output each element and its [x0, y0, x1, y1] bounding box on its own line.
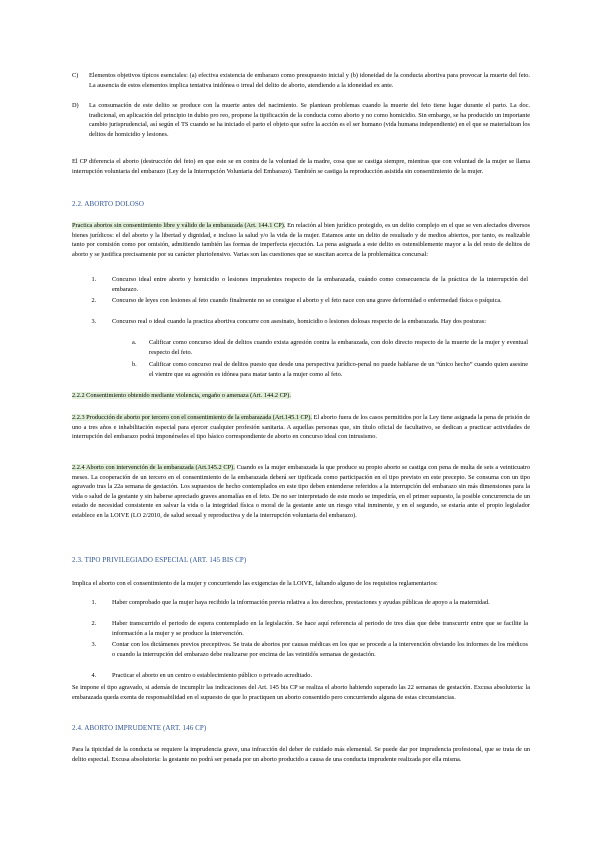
list-item-2 — [92, 619, 528, 638]
section-2-3-closing: Se impone el tipo agravado, si además de incumplir las indicaciones del Art. 145 bis CP se realiza el aborto habiendo superado las 22 semanas de gestación. Excusa absolutoria: la embarazada queda exenta de responsabilidad en el supuesto de que lo practiquen un aborto consentido pero concurriendo alguna de estas circunstancias. — [72, 684, 530, 701]
list-item-4 — [92, 671, 528, 681]
list-label: 3. — [91, 641, 97, 648]
list-label: b. — [132, 361, 137, 368]
list-label: 1. — [91, 276, 97, 283]
list-label: 2. — [91, 620, 97, 627]
list-item-text: Haber transcurrido el periodo de espera contemplado en la legislación. Se hace aquí referencia al periodo de tres días que debe transcurrir entre que se facilite la información a la mujer y se produce la intervención. — [112, 620, 528, 637]
section-heading-2-3: 2.3. TIPO PRIVILEGIADO ESPECIAL (ART. 145 BIS CP) — [72, 556, 247, 564]
list-item-text: Concurso real o ideal cuando la practica abortiva concurre con asesinato, homicidio o lesiones dolosas respecto de la embarazada. Hay dos posturas: — [112, 318, 487, 325]
list-item-1 — [92, 275, 528, 294]
list-item-3 — [92, 640, 528, 659]
highlighted-text: 2.2.3 Producción de aborto por tercero con el consentimiento de la embarazada (Art.145.1 CP). — [72, 414, 312, 421]
section-2-2-4-paragraph — [72, 463, 530, 520]
list-item-c — [72, 71, 530, 90]
list-item-3 — [92, 317, 528, 327]
list-item-d — [72, 101, 530, 139]
list-item-1 — [92, 598, 528, 608]
list-item-text: Haber comprobado que la mujer haya recibido la información previa relativa a los derechos, prestaciones y ayudas públicas de apoyo a la maternidad. — [112, 599, 490, 606]
list-item-2 — [92, 296, 528, 306]
list-label: C) — [72, 72, 79, 79]
list-label: 4. — [91, 672, 97, 679]
paragraph-text: Cuando es la mujer embarazada la que produce su propio aborto se castiga con pena de multa de seis a veinticuatro meses. La cooperación de un tercero en el consentimiento de la embarazada deberá ser tipificada como participación en el tipo previsto en este precepto. Se consuma con un tipo agravado tras la 22a semana de gestación. Los supuestos de hecho contemplados en este tipo deben entenderse referidos a la interrupción del embarazo sin más dimensiones para la vida o salud de la gestante y sin haberse apreciado graves anomalías en el feto. De no ser interpretado de este modo se impediría, en el primer supuesto, la posible concurrencia de un estado de necesidad consistente en salvar la vida o la integridad física o moral de la gestante ante un riesgo vital inminente, y en el segundo, se estaría ante el propio legislador establece en la LOIVE (LO 2/2010, de salud sexual y reproductiva y de la interrupción voluntaria del embarazo). — [72, 464, 530, 519]
list-item-text: Contar con los dictámenes previos preceptivos. Se trata de abortos por causas médicas en los que se procede a la intervención obviando los informes de los médicos o cuando la interrupción del embarazo debe realizarse por encima de las veintidós semanas de gestación. — [112, 641, 528, 658]
highlighted-text: Practica abortos sin consentimiento libre y válido de la embarazada (Art. 144.1 CP). — [72, 222, 286, 229]
section-heading-2-2: 2.2. ABORTO DOLOSO — [72, 200, 145, 208]
list-item-text: Calificar como concurso real de delitos puesto que desde una perspectiva jurídico-penal no puede hablarse de un “único hecho” cuando quien asesine el vientre que su agresión es idónea para matar tanto a la mujer como al feto. — [149, 361, 528, 378]
list-label: 1. — [91, 599, 97, 606]
list-item-text: Elementos objetivos típicos esenciales: (a) efectiva existencia de embarazo como presupuesto inicial y (b) idoneidad de la conducta abortiva para provocar la muerte del feto. La ausencia de estos elementos implica tentativa inidónea o irreal del delito de aborto, atendiendo a la idoneidad ex ante. — [89, 72, 530, 89]
list-item-text: Calificar como concurso ideal de delitos cuando exista agresión contra la embarazada, con dolo directo respecto de la muerte de la mujer y eventual respecto del feto. — [149, 339, 528, 356]
intro-paragraph: El CP diferencia el aborto (destrucción del feto) en que este se en contra de la voluntad de la madre, cosa que se castiga siempre, mientras que con voluntad de la mujer se llama interrupción voluntaria del embarazo (Ley de la Interrupción Voluntaria del Embarazo). También se castiga la reproducción asistida sin consentimiento de la mujer. — [72, 158, 530, 175]
list-label: a. — [132, 339, 137, 346]
list-item-a — [132, 338, 528, 357]
list-item-text: Concurso ideal entre aborto y homicidio o lesiones imprudentes respecto de la embarazada, cuándo como consecuencia de la práctica de la interrupción del embarazo. — [112, 276, 528, 293]
section-2-2-paragraph — [72, 221, 530, 259]
highlighted-text: 2.2.4 Aborto con intervención de la embarazada (Art.145.2 CP). — [72, 464, 235, 471]
list-label: D) — [72, 102, 79, 109]
list-item-b — [132, 360, 528, 379]
section-2-3-paragraph: Implica el aborto con el consentimiento de la mujer y concurriendo las exigencias de la LOIVE, faltando alguno de los requisitos reglamentarios: — [72, 580, 438, 587]
section-2-2-3-paragraph — [72, 413, 530, 442]
section-heading-2-4: 2.4. ABORTO IMPRUDENTE (ART. 146 CP) — [72, 724, 207, 732]
list-item-text: Concurso de leyes con lesiones al feto cuando finalmente no se consigue el aborto y el feto nace con una grave deformidad o enfermedad física o psíquica. — [112, 297, 502, 304]
paragraph-text: En relación al bien jurídico protegido, es un delito complejo en el que se ven afectados diversos bienes jurídicos: el del aborto y la libertad y dignidad, e incluso la salud y/o la vida de la mujer. Estamos ante un delito de resultado y de medios abiertos, por tanto, es realizable tanto por comisión como por omisión, admitiendo también las formas de imperfecta ejecución. La pena asignada a este delito es ostensiblemente mayor a la del resto de delitos de aborto y se justifica precisamente por su carácter pluriofensivo. Varias son las cuestiones que se suscitan acerca de la problemática concursal: — [72, 222, 530, 258]
paragraph-text: El aborto fuera de los casos permitidos por la Ley tiene asignada la pena de prisión de uno a tres años e inhabilitación especial para ejercer cualquier profesión sanitaria. A aquellas personas que, sin título oficial de facultativo, se dedican a practicar actividades de interrupción del embarazo podrá imponérseles el tipo básico correspondiente de aborto en concurso ideal con intrusismo. — [72, 414, 531, 441]
list-label: 2. — [91, 297, 97, 304]
list-label: 3. — [91, 318, 97, 325]
list-item-text: Practicar el aborto en un centro o establecimiento público o privado acreditado. — [112, 672, 313, 679]
highlighted-text: 2.2.2 Consentimiento obtenido mediante violencia, engaño o amenaza (Art. 144.2 CP). — [72, 392, 291, 399]
section-2-2-2-line — [72, 391, 530, 401]
list-item-text: La consumación de este delito se produce con la muerte antes del nacimiento. Se plantean problemas cuando la muerte del feto tiene lugar durante el parto. La doc. tradicional, en aplicación del principio in dubio pro reo, propone la tipificación de la conducta como aborto y no como homicidio. Sin embargo, se ha producido un importante cambio jurisprudencial, así según el TS cuando se ha iniciado el parto el objeto que sufre la acción es el ser humano (vida humana independiente) en el que se materializan los delitos de homicidio y lesiones. — [89, 102, 530, 138]
section-2-4-paragraph: Para la tipicidad de la conducta se requiere la imprudencia grave, una infracción del deber de cuidado más elemental. Se puede dar por imprudencia profesional, que se trata de un delito especial. Excusa absolutoria: la gestante no podrá ser penada por un aborto producido a causa de una conducta imprudente realizada por ella misma. — [72, 746, 530, 763]
